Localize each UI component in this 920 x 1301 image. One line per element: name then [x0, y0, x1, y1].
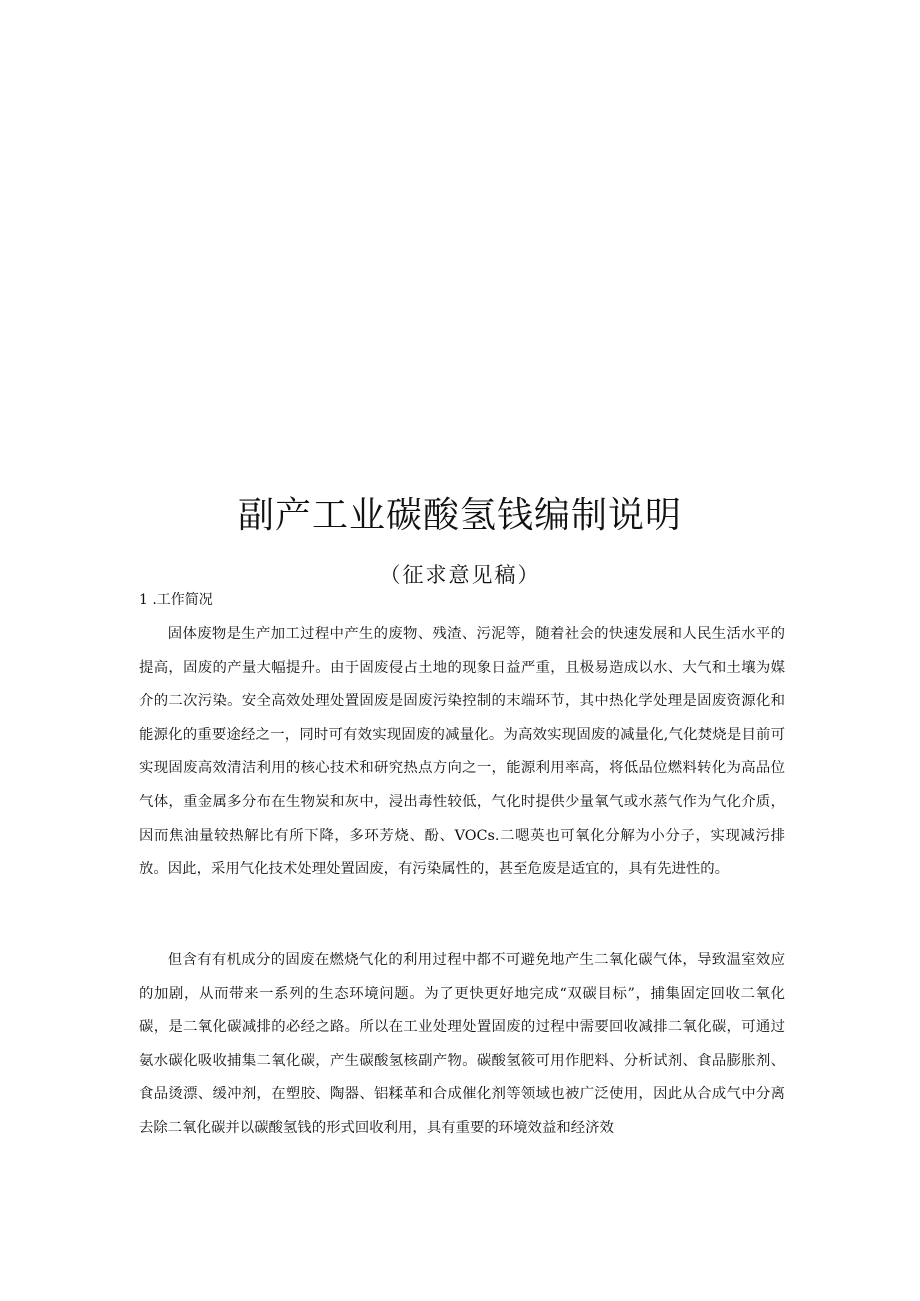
document-subtitle: （征求意见稿）: [379, 563, 541, 587]
body-paragraph-1: 固体废物是生产加工过程中产生的废物、残渣、污泥等，随着社会的快速发展和人民生活水平的提高，固废的产量大幅提升。由于固废侵占土地的现象日益严重，且极易造成以水、大气和土壤为媒介的二次污染。安全高效处理处置固废是固废污染控制的末端环节，其中热化学处理是固废资源化和能源化的重要途经之一，同时可有效实现固废的减量化。为高效实现固废的减量化,气化焚烧是目前可实现固废高效清洁利用的核心技术和研究热点方向之一，能源利用率高，将低品位燃料转化为高品位气体，重金属多分布在生物炭和灰中，浸出毒性较低，气化时提供少量氧气或水蒸气作为气化介质，因而焦油量较热解比有所下降，多环芳烧、酚、VOCs.二嗯英也可氧化分解为小分子，实现减污排放。因此，采用气化技术处理处置固废，有污染属性的，甚至危废是适宜的，具有先进性的。: [139, 626, 785, 878]
document-title: 副产工业碳酸氢钱编制说明: [237, 495, 682, 536]
section-heading: 1 .工作简况: [139, 592, 213, 608]
body-paragraph-2: 但含有有机成分的固废在燃烧气化的利用过程中都不可避免地产生二氧化碳气体，导致温室效应的加剧，从而带来一系列的生态环境问题。为了更快更好地完成“双碳目标”，捕集固定回收二氧化碳，是二氧化碳减排的必经之路。所以在工业处理处置固废的过程中需要回收减排二氧化碳，可通过氨水碳化吸收捕集二氧化碳，产生碳酸氢核副产物。碳酸氢筱可用作肥料、分析试剂、食品膨胀剂、食品烫漂、缓冲剂，在塑胶、陶器、铝糅革和合成催化剂等领域也被广泛使用，因此从合成气中分离去除二氧化碳并以碳酸氢钱的形式回收利用，具有重要的环境效益和经济效: [139, 952, 785, 1136]
